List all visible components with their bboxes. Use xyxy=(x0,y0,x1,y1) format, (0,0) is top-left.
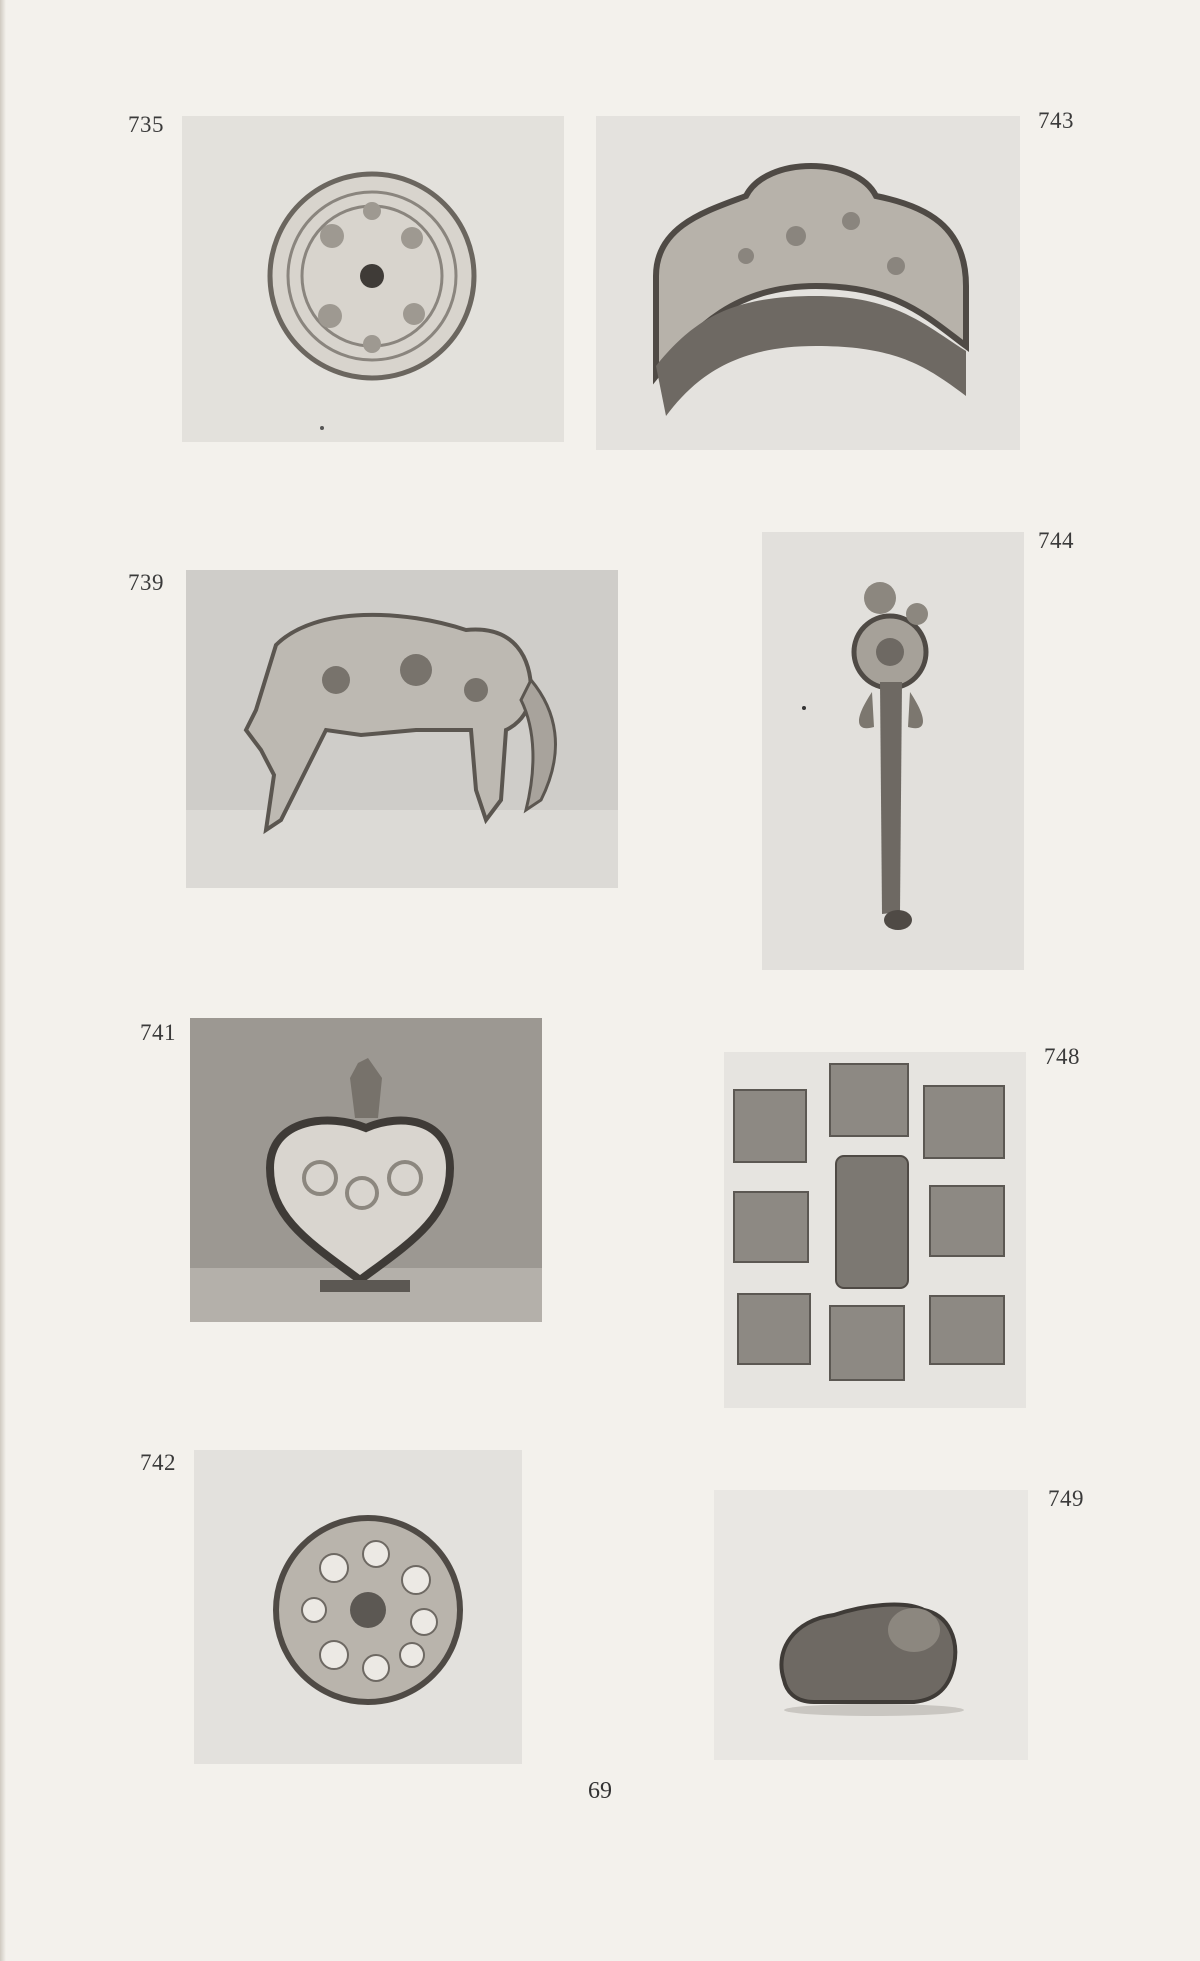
photo-739-horse-figure xyxy=(186,570,618,888)
photo-748-plaque-set xyxy=(724,1052,1026,1408)
figure-label-739: 739 xyxy=(128,570,164,595)
photo-743-pillow-shaped-object xyxy=(596,116,1020,450)
photo-735-bronze-mirror xyxy=(182,116,564,442)
photo-742-openwork-disc xyxy=(194,1450,522,1764)
figure-label-749: 749 xyxy=(1048,1486,1084,1511)
photo-741-ornament xyxy=(190,1018,542,1322)
photo-749-lion-figure xyxy=(714,1490,1028,1760)
figure-label-742: 742 xyxy=(140,1450,176,1475)
page-binding-edge xyxy=(0,0,6,1961)
figure-label-744: 744 xyxy=(1038,528,1074,553)
figure-label-748: 748 xyxy=(1044,1044,1080,1069)
figure-label-741: 741 xyxy=(140,1020,176,1045)
figure-label-743: 743 xyxy=(1038,108,1074,133)
page-number: 69 xyxy=(588,1778,612,1804)
photo-744-belt-hook xyxy=(762,532,1024,970)
figure-label-735: 735 xyxy=(128,112,164,137)
